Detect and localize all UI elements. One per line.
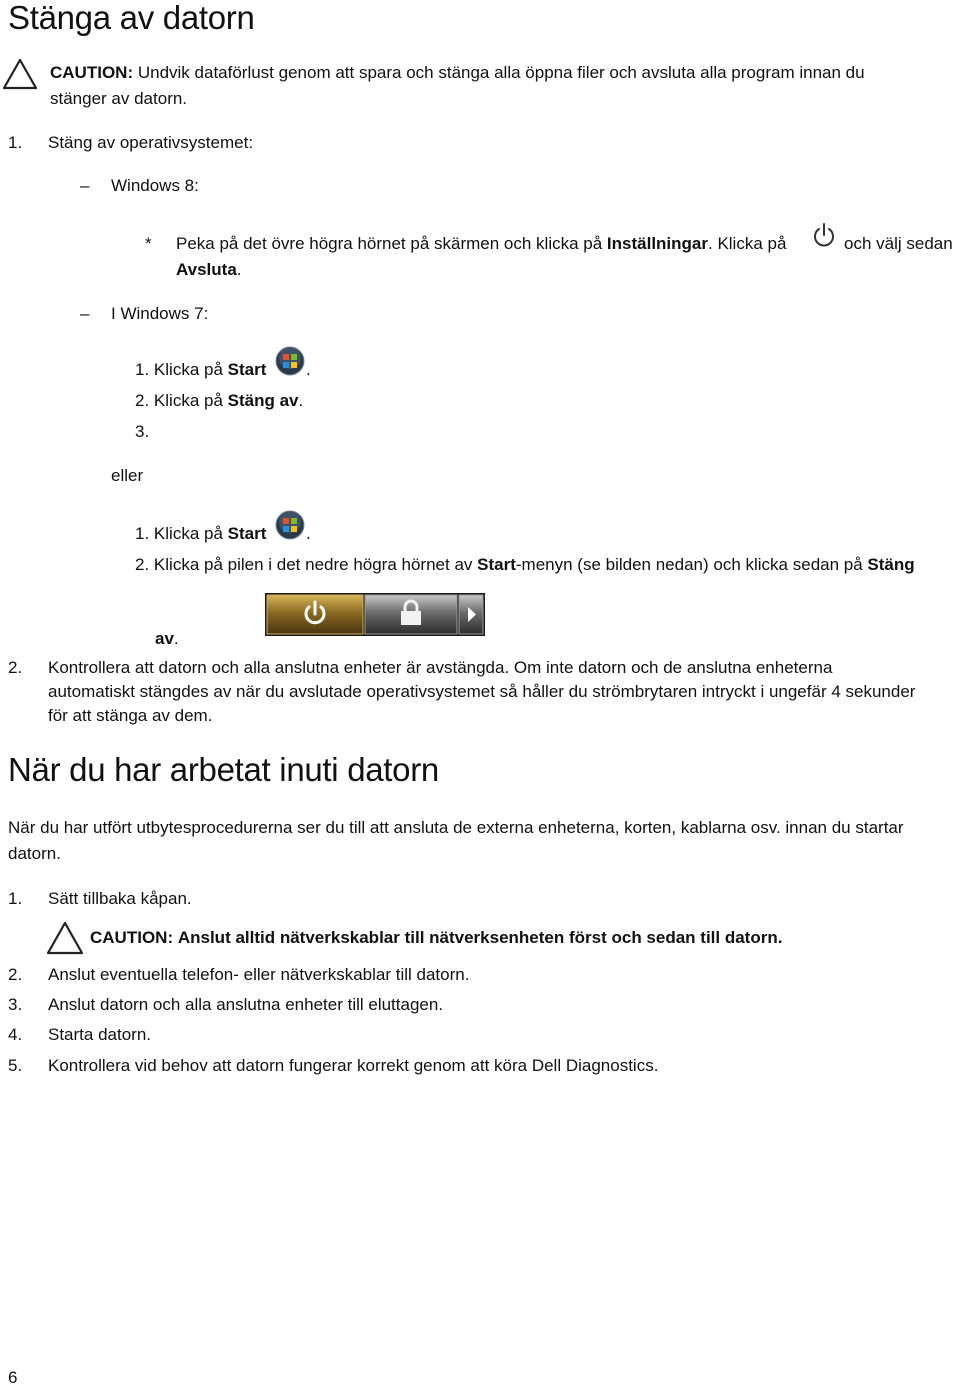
win7-dash: – [80, 304, 90, 323]
win8-shutdown-bold: Avsluta [176, 260, 237, 279]
step-2-number: 2. [8, 658, 23, 677]
power-icon [811, 222, 837, 250]
or-text: eller [111, 466, 144, 485]
win8-instruction [176, 232, 786, 256]
page-title: Stänga av datorn [8, 0, 255, 36]
after-step-4-number: 4. [8, 1025, 23, 1044]
win7-a1-text: Klicka på [153, 360, 228, 379]
caution-2-label: CAUTION: [90, 928, 174, 947]
win7-a1 [135, 358, 266, 382]
win7-b2-shutdown: Stäng [867, 555, 915, 574]
win8-dash: – [80, 176, 90, 195]
caution-warning-icon [46, 921, 84, 955]
after-step-4-text: Starta datorn. [48, 1025, 152, 1044]
win7-b1-start: Start [227, 524, 267, 543]
step-2-line-2: automatiskt stängdes av när du avslutade operativsystemet så håller du strömbrytaren intryckt i ungefär 4 sekunder [48, 682, 916, 701]
caution-warning-icon [2, 58, 38, 90]
after-step-2-text: Anslut eventuella telefon- eller nätverkskablar till datorn. [48, 965, 470, 984]
win7-a2-end: . [298, 391, 304, 410]
win7-b2-start: Start [477, 555, 516, 574]
win8-text-part1: Peka på det övre högra hörnet på skärmen och klicka på [176, 234, 607, 253]
win7-b2-line2 [155, 627, 179, 651]
step-2-line-3: för att stänga av dem. [48, 706, 213, 725]
win8-bullet: * [145, 234, 152, 253]
win7-b2-av: av [155, 629, 174, 648]
win7-b2 [135, 553, 915, 577]
caution-label: CAUTION: [50, 63, 134, 82]
step-1-text: Stäng av operativsystemet: [48, 133, 254, 152]
step-2-line-1: Kontrollera att datorn och alla anslutna enheter är avstängda. Om inte datorn och de anslutna enheterna [48, 658, 833, 677]
caution-2 [90, 926, 782, 950]
after-step-1-text: Sätt tillbaka kåpan. [48, 889, 192, 908]
win8-label: Windows 8: [111, 176, 199, 195]
win8-settings-bold: Inställningar [606, 234, 708, 253]
win7-b2-text2: -menyn (se bilden nedan) och klicka sedan på [515, 555, 868, 574]
win8-text-part2: . Klicka på [708, 234, 787, 253]
after-step-2-number: 2. [8, 965, 23, 984]
win8-text-part3: och välj sedan [844, 234, 953, 253]
windows-start-orb-icon [275, 346, 305, 376]
win7-b2-num: 2. [135, 555, 150, 574]
win7-b2-text1: Klicka på pilen i det nedre högra hörnet av [153, 555, 478, 574]
after-step-5-number: 5. [8, 1056, 23, 1075]
caution-text: Undvik dataförlust genom att spara och stänga alla öppna filer och avsluta alla program innan du [137, 63, 865, 82]
win7-a2 [135, 389, 303, 413]
after-step-3-text: Anslut datorn och alla anslutna enheter till eluttagen. [48, 995, 444, 1014]
win7-a2-num: 2. [135, 391, 150, 410]
win7-b1 [135, 522, 266, 546]
win8-line2-end: . [236, 260, 242, 279]
windows-start-orb-icon [275, 510, 305, 540]
intro-line-2: datorn. [8, 844, 61, 863]
caution-2-text: Anslut alltid nätverkskablar till nätverksenheten först och sedan till datorn. [177, 928, 783, 947]
win7-label: I Windows 7: [111, 304, 209, 323]
after-step-5-text: Kontrollera vid behov att datorn fungerar korrekt genom att köra Dell Diagnostics. [48, 1056, 659, 1075]
win7-a3-num: 3. [135, 422, 150, 441]
page-number: 6 [8, 1368, 18, 1387]
win7-a2-text: Klicka på [153, 391, 228, 410]
step-1-number: 1. [8, 133, 23, 152]
win7-a1-end: . [306, 360, 311, 379]
win7-b1-num: 1. [135, 524, 150, 543]
caution-line-1 [50, 61, 865, 85]
caution-line-2: stänger av datorn. [50, 89, 188, 108]
section-title: När du har arbetat inuti datorn [8, 751, 439, 788]
after-step-1-number: 1. [8, 889, 23, 908]
win7-a2-shutdown: Stäng av [227, 391, 299, 410]
intro-line-1: När du har utfört utbytesprocedurerna ser du till att ansluta de externa enheterna, korten, kablarna osv. innan du startar [8, 818, 904, 837]
win7-b1-text: Klicka på [153, 524, 228, 543]
win8-line-2 [176, 258, 242, 282]
after-step-3-number: 3. [8, 995, 23, 1014]
win7-a1-num: 1. [135, 360, 150, 379]
win7-a1-start: Start [227, 360, 267, 379]
win7-b2-line2-end: . [173, 629, 179, 648]
win7-b1-end: . [306, 524, 311, 543]
shutdown-button-bar-image [265, 593, 485, 636]
